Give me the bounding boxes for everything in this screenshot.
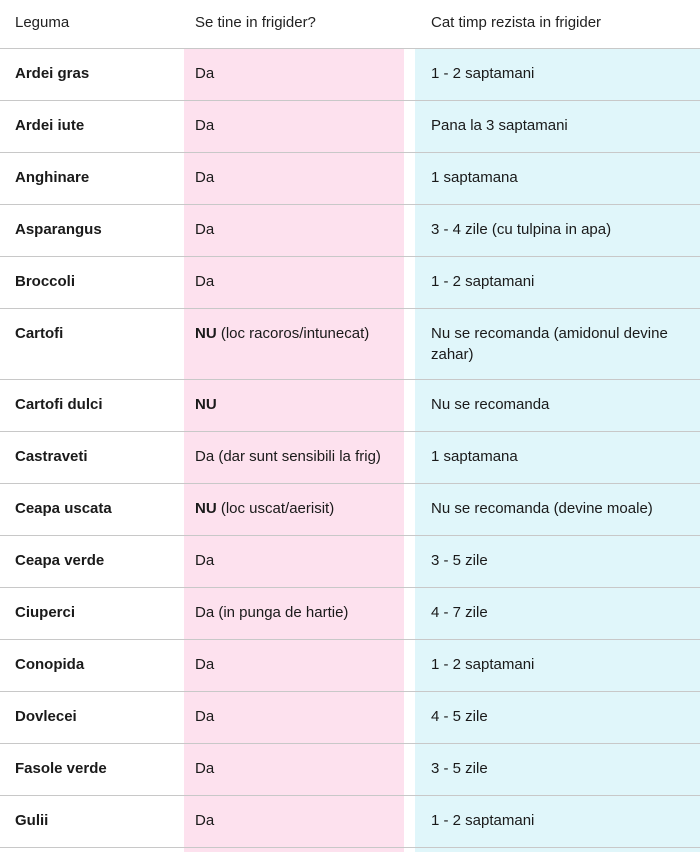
fridge-duration: 3 - 5 zile <box>431 552 488 569</box>
fridge-duration: 4 - 7 zile <box>431 604 488 621</box>
table-row <box>0 432 700 484</box>
header-leguma: Leguma <box>15 14 70 31</box>
fridge-storage <box>195 654 400 675</box>
table-row <box>0 692 700 744</box>
fridge-duration: 1 - 2 saptamani <box>431 656 535 673</box>
table-row <box>0 588 700 640</box>
fridge-duration: 4 - 5 zile <box>431 708 488 725</box>
fridge-storage-text: (loc uscat/aerisit) <box>216 500 335 517</box>
header-frigider: Se tine in frigider? <box>195 14 316 31</box>
vegetable-name: Ceapa verde <box>15 552 105 569</box>
vegetable-name: Ceapa uscata <box>15 500 112 517</box>
vegetable-name: Ardei gras <box>15 65 90 82</box>
fridge-storage-text: Da <box>195 708 215 725</box>
vegetable-name: Anghinare <box>15 169 90 186</box>
fridge-storage <box>195 219 400 240</box>
table-row <box>0 101 700 153</box>
fridge-duration: 1 - 2 saptamani <box>431 273 535 290</box>
fridge-storage-text: Da <box>195 273 215 290</box>
fridge-storage <box>195 810 400 831</box>
fridge-duration: Pana la 3 saptamani <box>431 117 568 134</box>
fridge-storage-emphasis: NU <box>195 325 217 342</box>
fridge-duration: 1 - 2 saptamani <box>431 812 535 829</box>
fridge-duration: 1 - 2 saptamani <box>431 65 535 82</box>
fridge-storage <box>195 706 400 727</box>
vegetable-name: Gulii <box>15 812 49 829</box>
vegetable-name: Ardei iute <box>15 117 85 134</box>
fridge-storage-text: Da <box>195 552 215 569</box>
fridge-duration: Nu se recomanda (amidonul devine zahar) <box>431 325 668 363</box>
fridge-storage-text: Da <box>195 169 215 186</box>
vegetable-name: Broccoli <box>15 273 76 290</box>
table-row <box>0 49 700 101</box>
fridge-duration: 3 - 5 zile <box>431 760 488 777</box>
fridge-storage-text: Da <box>195 117 215 134</box>
header-durata: Cat timp rezista in frigider <box>431 14 602 31</box>
fridge-storage <box>195 550 400 571</box>
vegetable-name: Asparangus <box>15 221 102 238</box>
table-row <box>0 153 700 205</box>
fridge-storage-text: Da <box>195 65 215 82</box>
fridge-storage-text: Da <box>195 656 215 673</box>
fridge-storage <box>195 323 400 344</box>
vegetable-name: Ciuperci <box>15 604 76 621</box>
vegetable-name: Cartofi dulci <box>15 396 103 413</box>
fridge-duration: 1 saptamana <box>431 448 518 465</box>
fridge-storage <box>195 115 400 136</box>
fridge-storage <box>195 271 400 292</box>
fridge-storage <box>195 758 400 779</box>
table-row <box>0 640 700 692</box>
fridge-storage-text: Da (in punga de hartie) <box>195 604 349 621</box>
table-row <box>0 744 700 796</box>
fridge-storage-text: Da <box>195 221 215 238</box>
table-row <box>0 205 700 257</box>
vegetable-name: Cartofi <box>15 325 64 342</box>
fridge-duration: Nu se recomanda (devine moale) <box>431 500 653 517</box>
fridge-storage <box>195 498 400 519</box>
fridge-storage <box>195 63 400 84</box>
vegetable-name: Dovlecei <box>15 708 77 725</box>
fridge-duration: 1 saptamana <box>431 169 518 186</box>
table-body <box>0 49 700 848</box>
table-row <box>0 484 700 536</box>
table-row <box>0 257 700 309</box>
fridge-storage-text: Da <box>195 760 215 777</box>
table-row <box>0 309 700 380</box>
fridge-storage <box>195 602 400 623</box>
vegetable-name: Conopida <box>15 656 85 673</box>
fridge-storage-text: (loc racoros/intunecat) <box>216 325 370 342</box>
fridge-duration: 3 - 4 zile (cu tulpina in apa) <box>431 221 612 238</box>
fridge-storage <box>195 394 400 415</box>
fridge-storage-emphasis: NU <box>195 396 217 413</box>
fridge-storage-emphasis: NU <box>195 500 217 517</box>
fridge-duration: Nu se recomanda <box>431 396 550 413</box>
table-header <box>0 0 700 49</box>
table-row <box>0 796 700 848</box>
fridge-storage <box>195 167 400 188</box>
fridge-storage <box>195 446 400 467</box>
fridge-storage-text: Da <box>195 812 215 829</box>
vegetable-name: Fasole verde <box>15 760 107 777</box>
fridge-storage-text: Da (dar sunt sensibili la frig) <box>195 448 381 465</box>
table-row <box>0 380 700 432</box>
table-row <box>0 536 700 588</box>
vegetable-name: Castraveti <box>15 448 88 465</box>
